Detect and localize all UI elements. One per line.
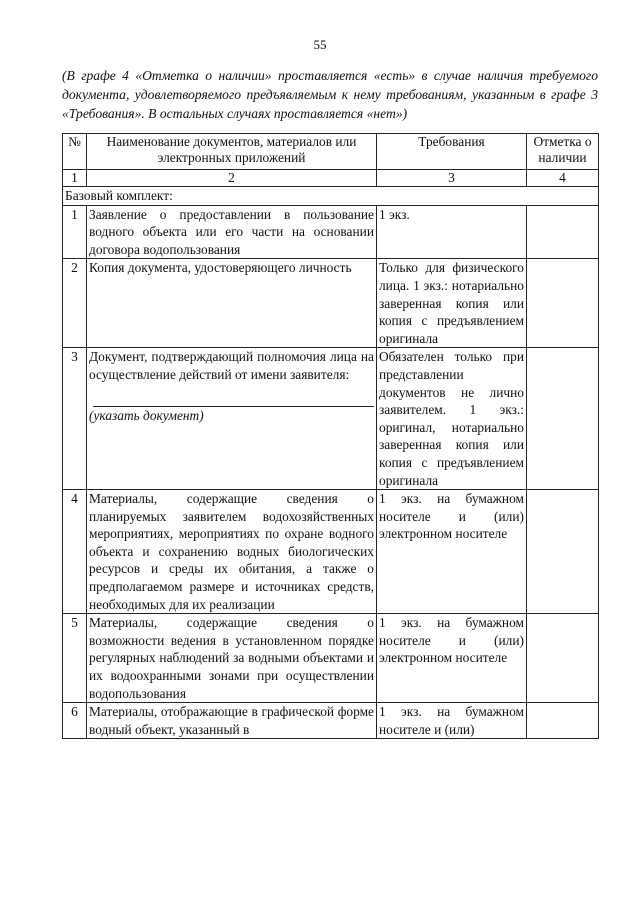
header-mark: Отметка о наличии [527, 134, 599, 170]
header-num: № [63, 134, 87, 170]
availability-mark-cell[interactable] [527, 614, 599, 703]
table-row [63, 259, 599, 348]
document-name: Материалы, отображающие в графической форме водный объект, указанный в [87, 703, 377, 739]
document-name: Заявление о предоставлении в пользование водного объекта или его части на основании договора водопользования [87, 205, 377, 259]
document-requirement: 1 экз. на бумажном носителе и (или) [377, 703, 527, 739]
document-name: Материалы, содержащие сведения о возможности ведения в установленном порядке регулярных наблюдений за водными объектами и их водоохранными зонами при осуществлении водопользования [87, 614, 377, 703]
table-row [63, 205, 599, 259]
intro-note: (В графе 4 «Отметка о наличии» проставляется «есть» в случае наличия требуемого документа, удовлетворяемого предъявляемым к нему требованиям, указанным в графе 3 «Требования». В остальных случаях проставляется «нет») [62, 68, 598, 121]
header-requirements: Требования [377, 134, 527, 170]
page-number: 55 [313, 37, 327, 52]
availability-mark-cell[interactable] [527, 259, 599, 348]
availability-mark-cell[interactable] [527, 490, 599, 614]
column-number: 2 [87, 170, 377, 187]
row-number: 5 [63, 614, 87, 703]
document-requirement: 1 экз. [377, 205, 527, 259]
column-number: 3 [377, 170, 527, 187]
document-requirement: Обязателен только при представлении документов не лично заявителем. 1 экз.: оригинал, нотариально заверенная копия или копия с предъявлением оригинала [377, 348, 527, 490]
section-label: Базовый комплект: [63, 187, 599, 206]
row-number: 2 [63, 259, 87, 348]
table-row [63, 490, 599, 614]
document-requirement: Только для физического лица. 1 экз.: нотариально заверенная копия или копия с предъявлением оригинала [377, 259, 527, 348]
document-name: Документ, подтверждающий полномочия лица на осуществление действий от имени заявителя: [89, 349, 374, 382]
document-requirement: 1 экз. на бумажном носителе и (или) электронном носителе [377, 490, 527, 614]
row-number: 4 [63, 490, 87, 614]
table-row [63, 703, 599, 739]
section-row [63, 187, 599, 206]
row-number: 3 [63, 348, 87, 490]
fill-in-caption: (указать документ) [89, 407, 204, 423]
column-number: 4 [527, 170, 599, 187]
table-row [63, 614, 599, 703]
document-name-cell [87, 348, 377, 490]
documents-table [62, 133, 599, 739]
availability-mark-cell[interactable] [527, 205, 599, 259]
document-name: Материалы, содержащие сведения о планируемых заявителем водохозяйственных мероприятиях, мероприятиях по охране водного объекта и сохранению водных биологических ресурсов и среды их обитания, а также о предполагаемом размере и источниках средств, необходимых для их реализации [87, 490, 377, 614]
document-name: Копия документа, удостоверяющего личность [87, 259, 377, 348]
column-number: 1 [63, 170, 87, 187]
column-number-row [63, 170, 599, 187]
availability-mark-cell[interactable] [527, 703, 599, 739]
availability-mark-cell[interactable] [527, 348, 599, 490]
row-number: 6 [63, 703, 87, 739]
document-requirement: 1 экз. на бумажном носителе и (или) электронном носителе [377, 614, 527, 703]
table-header-row [63, 134, 599, 170]
table-row [63, 348, 599, 490]
header-name: Наименование документов, материалов или электронных приложений [87, 134, 377, 170]
row-number: 1 [63, 205, 87, 259]
